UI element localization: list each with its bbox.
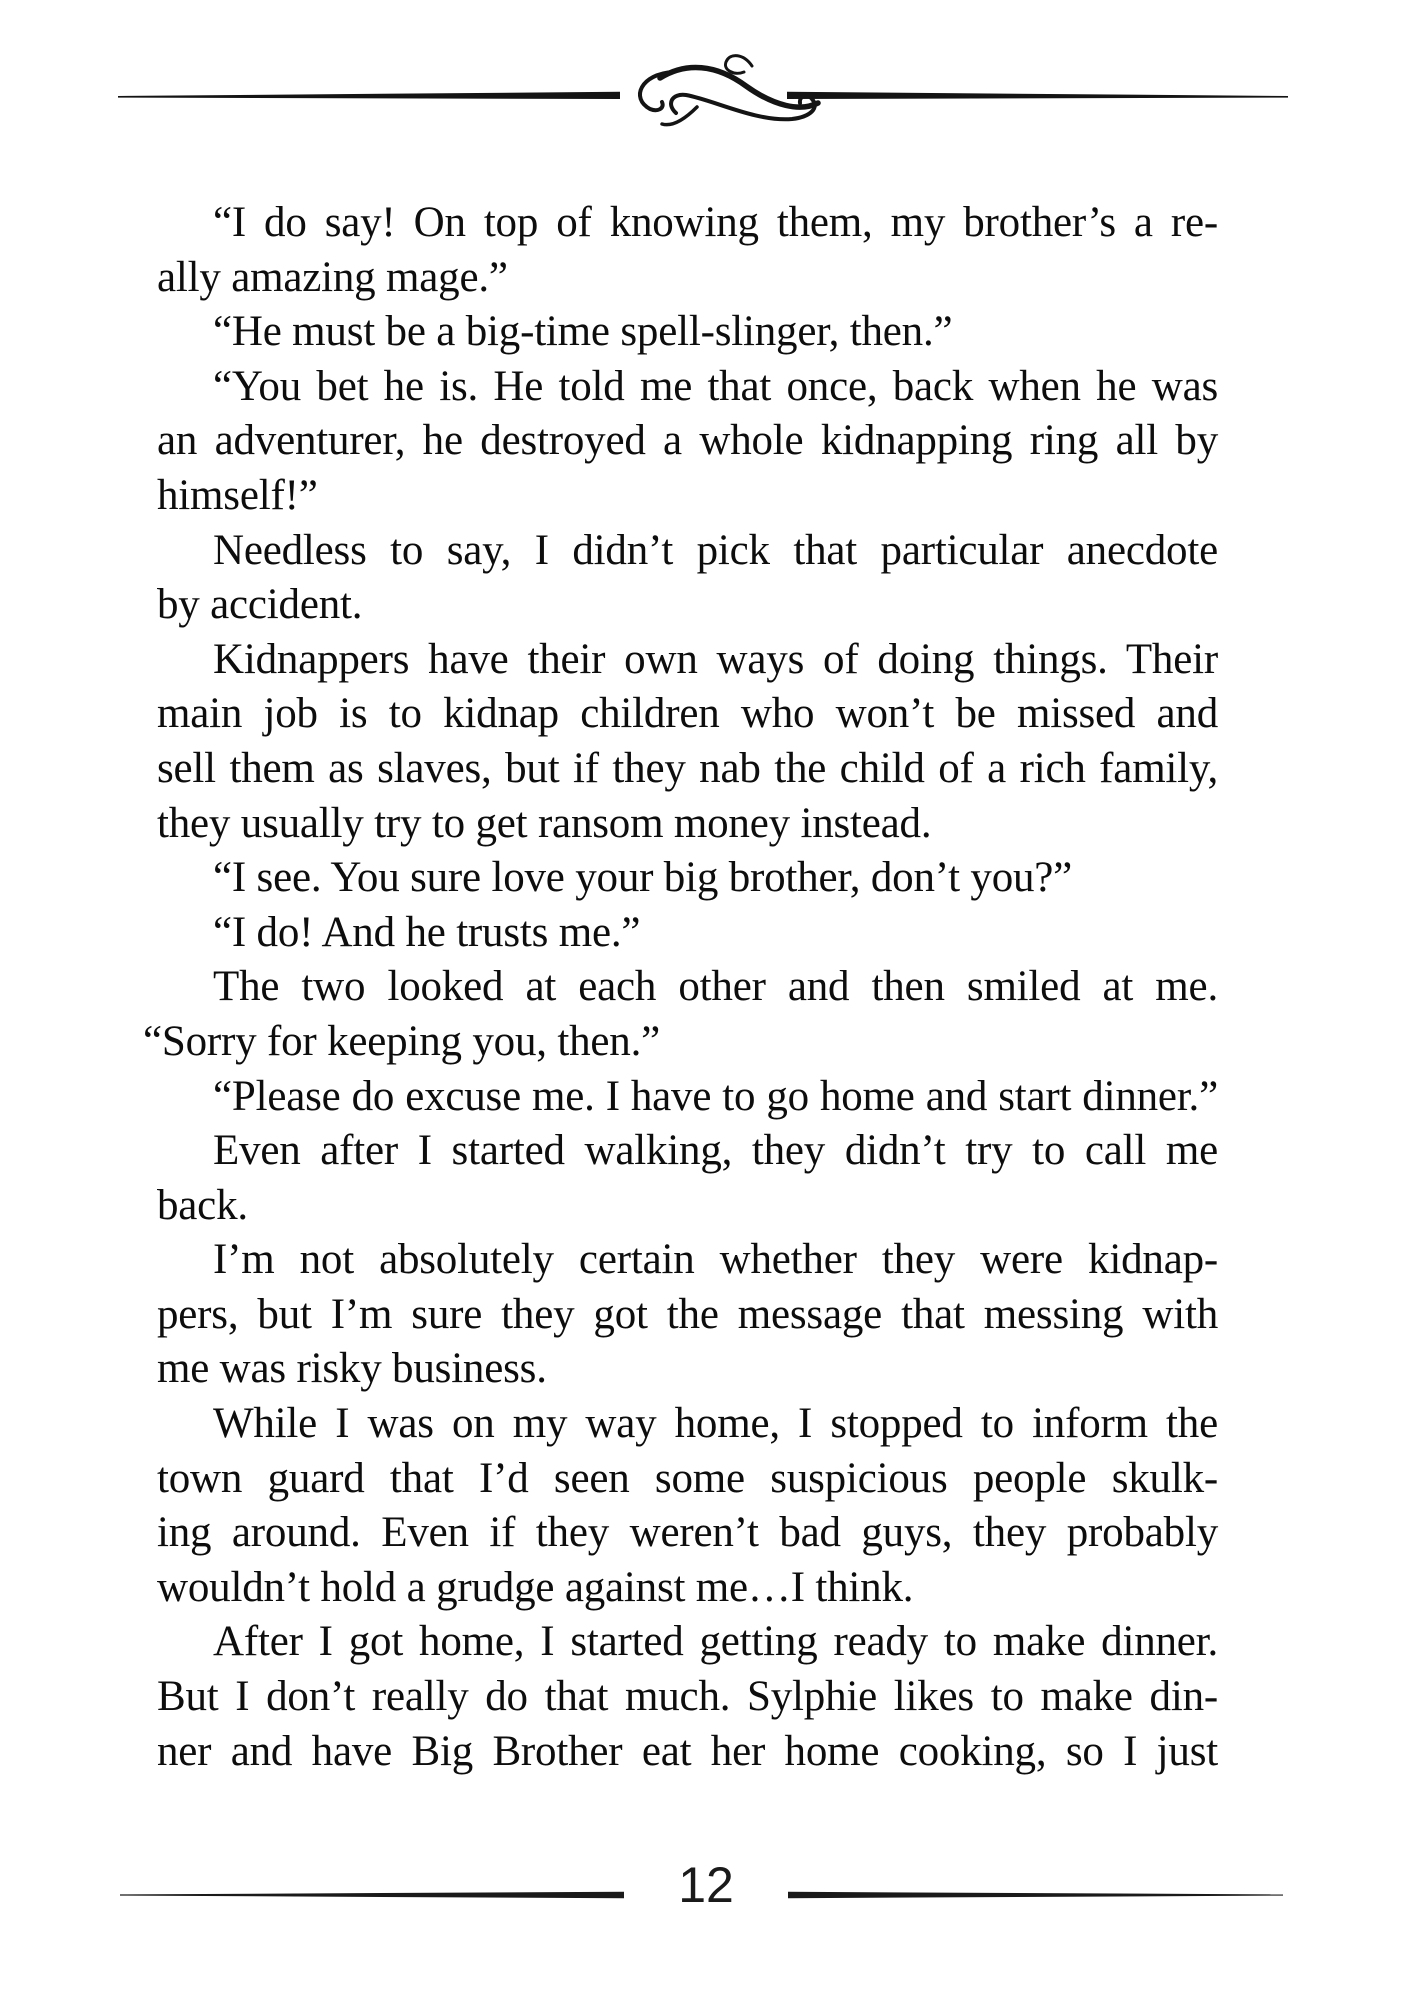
text-line: they usually try to get ransom money instead. <box>157 799 932 847</box>
text-line: “Please do excuse me. I have to go home and start dinner.” <box>213 1072 1218 1120</box>
text-line: Kidnappers have their own ways of doing things. Their <box>213 635 1218 683</box>
text-line: ally amazing mage.” <box>157 253 508 301</box>
page-number: 12 <box>678 1857 734 1913</box>
text-line: Even after I started walking, they didn’t try to call me <box>213 1127 1218 1175</box>
text-line: pers, but I’m sure they got the message that messing with <box>157 1290 1218 1338</box>
text-line: town guard that I’d seen some suspicious people skulk- <box>157 1454 1218 1502</box>
text-line: me was risky business. <box>157 1345 547 1393</box>
body-text <box>143 196 1218 1779</box>
footer-rule-right <box>788 1891 1283 1899</box>
text-line: ner and have Big Brother eat her home cooking, so I just <box>157 1727 1218 1775</box>
header-divider-ornament <box>0 0 1403 160</box>
text-line: sell them as slaves, but if they nab the child of a rich family, <box>157 744 1218 792</box>
divider-rule-left <box>118 92 620 99</box>
text-line: But I don’t really do that much. Sylphie likes to make din- <box>157 1673 1218 1721</box>
text-line: back. <box>157 1181 248 1229</box>
text-line: After I got home, I started getting ready to make dinner. <box>213 1618 1218 1666</box>
text-line: While I was on my way home, I stopped to inform the <box>213 1400 1218 1448</box>
text-line: I’m not absolutely certain whether they were kidnap- <box>213 1236 1218 1284</box>
text-line: “You bet he is. He told me that once, back when he was <box>213 362 1218 410</box>
text-line: wouldn’t hold a grudge against me…I think. <box>157 1563 914 1611</box>
text-line: Needless to say, I didn’t pick that particular anecdote <box>213 526 1218 574</box>
text-line: main job is to kidnap children who won’t be missed and <box>157 690 1218 738</box>
text-line: “He must be a big-time spell-slinger, then.” <box>213 308 953 356</box>
text-line: “Sorry for keeping you, then.” <box>143 1017 661 1065</box>
text-line: an adventurer, he destroyed a whole kidnapping ring all by <box>157 417 1218 465</box>
text-line: The two looked at each other and then smiled at me. <box>213 963 1218 1011</box>
text-line: himself!” <box>157 471 318 519</box>
text-line: ing around. Even if they weren’t bad guys, they probably <box>157 1509 1218 1557</box>
text-line: by accident. <box>157 581 363 629</box>
footer-rule-left <box>120 1891 624 1899</box>
flourish-icon <box>640 56 818 125</box>
divider-rule-right <box>787 92 1288 99</box>
text-line: “I see. You sure love your big brother, don’t you?” <box>213 854 1073 902</box>
text-line: “I do say! On top of knowing them, my brother’s a re- <box>213 199 1218 246</box>
text-line: “I do! And he trusts me.” <box>213 908 641 956</box>
